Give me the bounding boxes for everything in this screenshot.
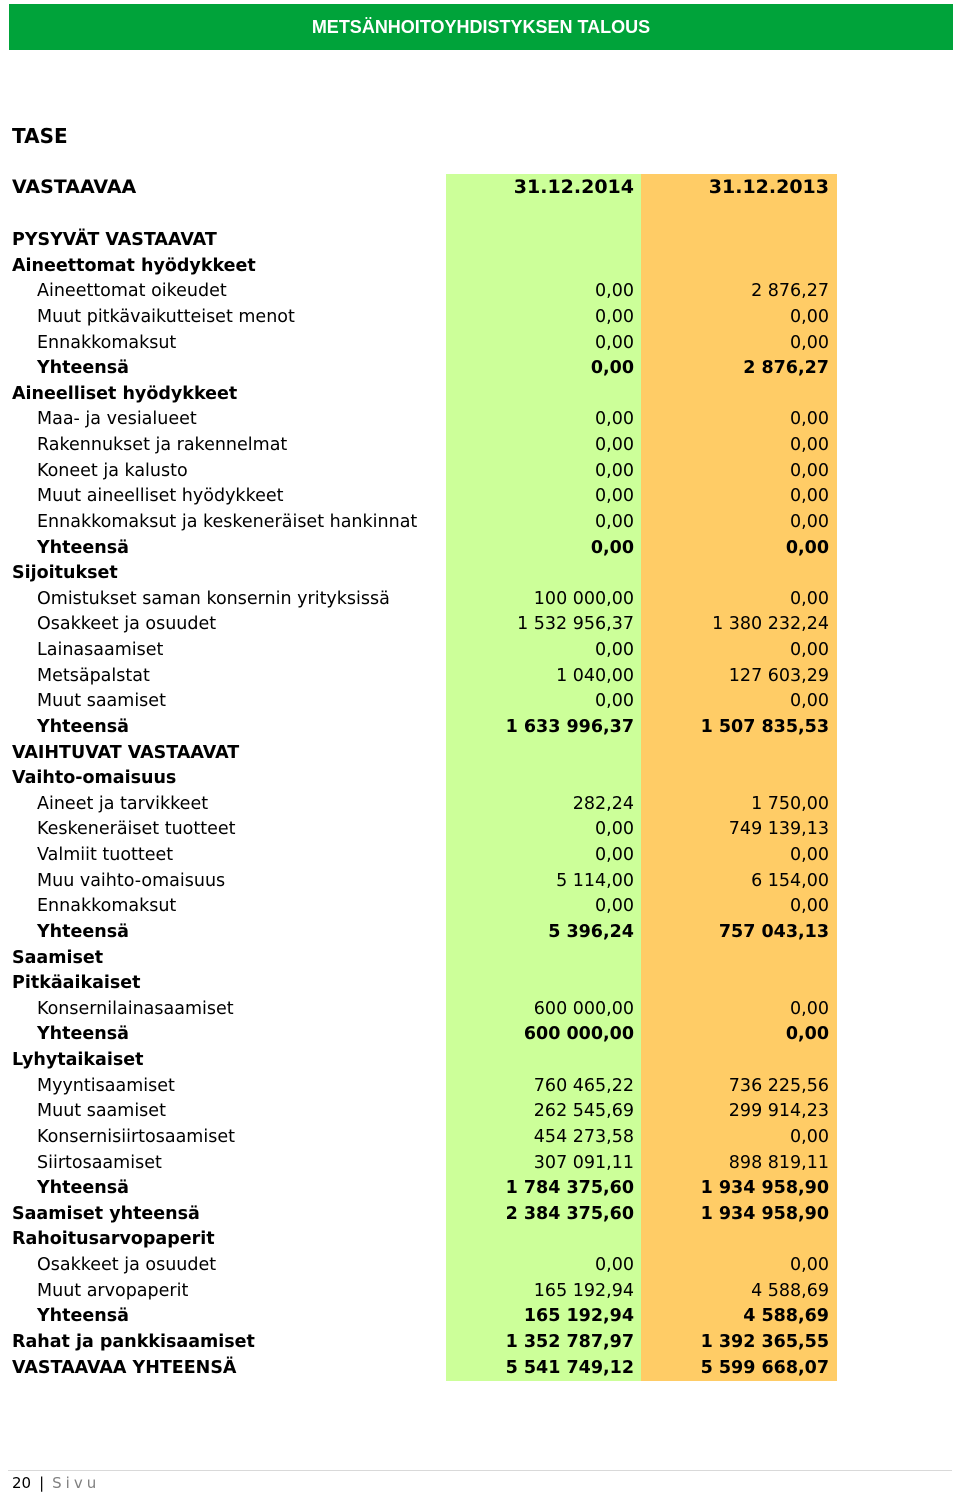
value-2013: 0,00 [790,1126,829,1147]
value-2014: 0,00 [595,640,634,660]
value-2013: 1 507 835,53 [700,716,829,737]
section-heading-row [12,382,837,408]
value-2013: 1 392 365,55 [700,1331,829,1352]
section-heading-row [12,1356,837,1382]
value-2013: 4 588,69 [751,1280,829,1301]
table-row [12,305,837,331]
value-2014: 307 091,11 [533,1152,634,1173]
value-2013: 0,00 [790,896,829,917]
column-header-2013: 31.12.2013 [708,176,829,198]
section-heading-row [12,1048,837,1074]
table-header-label: VASTAAVAA [12,176,137,198]
value-2013: 749 139,13 [728,819,829,840]
section-heading-row [12,946,837,972]
value-2013: 0,00 [790,845,829,865]
value-2014: 600 000,00 [533,998,634,1019]
subtotal-row [12,1022,837,1048]
row-label: Osakkeet ja osuudet [37,614,217,635]
value-2014: 0,00 [595,845,634,865]
row-label: Muu vaihto-omaisuus [37,870,226,891]
column-header-2014: 31.12.2014 [513,176,634,198]
table-row [12,331,837,357]
value-2014: 0,00 [595,691,634,712]
row-label: Aineettomat hyödykkeet [12,255,256,276]
section-heading-row [12,254,837,280]
value-2014: 600 000,00 [523,1024,634,1045]
value-2014: 0,00 [595,511,634,532]
value-2014: 165 192,94 [523,1306,634,1327]
row-label: Yhteensä [37,1178,129,1199]
row-label: Pitkäaikaiset [12,973,141,994]
subtotal-row [12,356,837,382]
section-heading-row [12,971,837,997]
section-heading-row [12,561,837,587]
value-2014: 0,00 [595,486,634,507]
subtotal-row [12,1304,837,1330]
table-row [12,689,837,715]
value-2014: 454 273,58 [533,1126,634,1147]
section-title: TASE [12,124,68,148]
value-2014: 0,00 [590,358,634,379]
footer-divider [8,1470,952,1471]
row-label: Rakennukset ja rakennelmat [37,435,288,455]
value-2013: 5 599 668,07 [700,1357,829,1378]
value-2013: 2 876,27 [751,281,829,302]
value-2014: 2 384 375,60 [505,1203,634,1224]
page-footer [12,1474,100,1492]
value-2014: 5 396,24 [548,921,634,942]
value-2014: 1 633 996,37 [505,716,634,737]
row-label: Yhteensä [37,358,129,379]
value-2014: 282,24 [572,793,634,814]
value-2013: 0,00 [790,460,829,481]
document-title: METSÄNHOITOYHDISTYKSEN TALOUS [311,16,651,37]
row-label: Osakkeet ja osuudet [37,1255,217,1275]
section-heading-row [12,228,837,254]
table-row [12,843,837,869]
row-label: Keskeneräiset tuotteet [37,819,236,840]
value-2013: 736 225,56 [728,1075,829,1096]
value-2014: 165 192,94 [533,1280,634,1301]
row-label: Ennakkomaksut [37,332,177,353]
value-2013: 1 380 232,24 [712,614,829,635]
value-2013: 2 876,27 [743,358,829,379]
table-row [12,587,837,613]
table-row [12,433,837,459]
value-2014: 0,00 [595,896,634,917]
value-2013: 0,00 [790,691,829,712]
row-label: Muut saamiset [37,691,166,712]
table-row [12,407,837,433]
row-label: Yhteensä [37,921,129,942]
page-number: 20 [12,1474,32,1492]
value-2013: 1 750,00 [751,793,829,814]
row-label: Rahoitusarvopaperit [12,1229,215,1250]
row-label: Maa- ja vesialueet [37,409,197,430]
table-row [12,1125,837,1151]
value-2013: 0,00 [790,486,829,507]
row-label: Lainasaamiset [37,640,164,660]
value-2014: 0,00 [595,819,634,840]
value-2014: 0,00 [595,332,634,353]
row-label: PYSYVÄT VASTAAVAT [12,230,217,250]
section-heading-row [12,1330,837,1356]
value-2013: 0,00 [790,409,829,430]
subtotal-row [12,1176,837,1202]
value-2014: 0,00 [595,435,634,455]
value-2014: 1 532 956,37 [517,614,634,635]
value-2013: 0,00 [790,306,829,327]
value-2013: 0,00 [790,332,829,353]
row-label: Yhteensä [37,537,129,558]
row-label: Yhteensä [37,1024,129,1045]
value-2013: 898 819,11 [728,1152,829,1173]
section-heading-row [12,766,837,792]
row-label: Muut pitkävaikutteiset menot [37,306,295,327]
value-2014: 1 352 787,97 [505,1331,634,1352]
row-label: VASTAAVAA YHTEENSÄ [12,1357,237,1378]
value-2014: 100 000,00 [533,588,634,609]
table-row [12,279,837,305]
table-row [12,1151,837,1177]
header-banner [9,4,953,50]
row-label: Muut aineelliset hyödykkeet [37,486,284,507]
table-row [12,612,837,638]
subtotal-row [12,536,837,562]
row-label: Rahat ja pankkisaamiset [12,1331,255,1352]
value-2013: 1 934 958,90 [700,1178,829,1199]
value-2014: 0,00 [595,1255,634,1275]
row-label: Ennakkomaksut [37,896,177,917]
value-2013: 1 934 958,90 [700,1203,829,1224]
value-2013: 4 588,69 [743,1306,829,1327]
value-2014: 1 040,00 [556,665,634,686]
table-row [12,1279,837,1305]
table-row [12,459,837,485]
footer-separator: | [39,1474,45,1492]
table-row [12,1099,837,1125]
table-row [12,817,837,843]
table-row [12,510,837,536]
row-label: Valmiit tuotteet [37,845,174,865]
section-heading-row [12,1227,837,1253]
value-2014: 262 545,69 [533,1101,634,1122]
row-label: Konsernilainasaamiset [37,998,234,1019]
table-row [12,1074,837,1100]
row-label: Lyhytaikaiset [12,1050,144,1070]
value-2013: 299 914,23 [728,1101,829,1122]
value-2013: 757 043,13 [718,921,829,942]
value-2014: 0,00 [595,409,634,430]
table-row [12,1253,837,1279]
subtotal-row [12,715,837,741]
table-row [12,638,837,664]
balance-sheet-table [12,228,837,1381]
value-2013: 0,00 [790,640,829,660]
value-2014: 5 114,00 [556,870,634,891]
value-2014: 0,00 [595,306,634,327]
row-label: Sijoitukset [12,563,118,584]
row-label: Saamiset yhteensä [12,1203,200,1224]
value-2013: 0,00 [790,998,829,1019]
value-2014: 1 784 375,60 [505,1178,634,1199]
row-label: Konsernisiirtosaamiset [37,1126,235,1147]
page-word: Sivu [52,1474,101,1492]
row-label: Metsäpalstat [37,665,150,686]
row-label: Ennakkomaksut ja keskeneräiset hankinnat [37,511,418,532]
value-2013: 0,00 [790,588,829,609]
row-label: Vaihto-omaisuus [12,768,177,789]
table-header [12,176,837,200]
row-label: Koneet ja kalusto [37,460,188,481]
value-2013: 0,00 [785,1024,829,1045]
table-row [12,869,837,895]
value-2013: 6 154,00 [751,870,829,891]
value-2013: 0,00 [790,511,829,532]
table-row [12,997,837,1023]
value-2013: 0,00 [790,435,829,455]
table-row [12,894,837,920]
row-label: VAIHTUVAT VASTAAVAT [12,742,240,763]
value-2014: 0,00 [595,281,634,302]
table-row [12,664,837,690]
section-heading-row [12,1202,837,1228]
row-label: Aineelliset hyödykkeet [12,383,238,404]
row-label: Myyntisaamiset [37,1075,175,1096]
table-row [12,792,837,818]
value-2013: 127 603,29 [728,665,829,686]
row-label: Muut arvopaperit [37,1280,189,1301]
value-2014: 0,00 [590,537,634,558]
row-label: Siirtosaamiset [37,1152,162,1173]
row-label: Saamiset [12,947,104,968]
value-2014: 0,00 [595,460,634,481]
value-2014: 760 465,22 [533,1075,634,1096]
table-row [12,484,837,510]
row-label: Aineettomat oikeudet [37,281,227,302]
value-2013: 0,00 [785,537,829,558]
row-label: Yhteensä [37,716,129,737]
row-label: Omistukset saman konsernin yrityksissä [37,588,390,609]
row-label: Muut saamiset [37,1101,166,1122]
value-2014: 5 541 749,12 [505,1357,634,1378]
section-heading-row [12,741,837,767]
subtotal-row [12,920,837,946]
row-label: Aineet ja tarvikkeet [37,793,209,814]
row-label: Yhteensä [37,1306,129,1327]
value-2013: 0,00 [790,1255,829,1275]
